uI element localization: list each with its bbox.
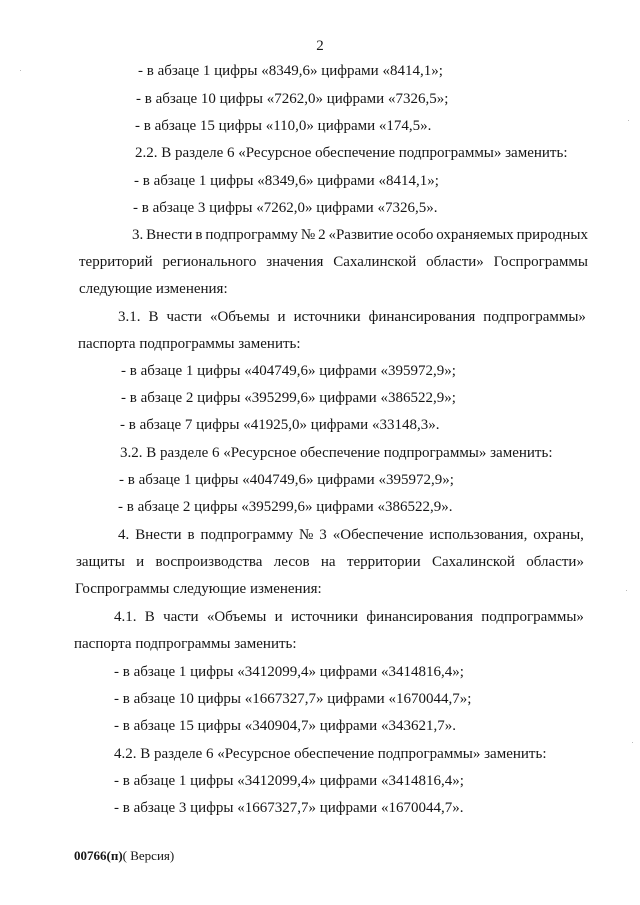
text-line: 4. Внести в подпрограмму № 3 «Обеспечение использования, охраны, <box>118 527 584 543</box>
text-line: 3.1. В части «Объемы и источники финансирования подпрограммы» <box>118 309 586 325</box>
page-number: 2 <box>316 38 324 54</box>
text-line: - в абзаце 15 цифры «340904,7» цифрами «343621,7». <box>114 718 456 734</box>
text-line: - в абзаце 2 цифры «395299,6» цифрами «386522,9». <box>118 499 453 515</box>
scan-speck <box>20 70 21 71</box>
text-line: - в абзаце 1 цифры «404749,6» цифрами «395972,9»; <box>121 363 456 379</box>
text-line: 2.2. В разделе 6 «Ресурсное обеспечение подпрограммы» заменить: <box>135 145 568 161</box>
text-line: паспорта подпрограммы заменить: <box>74 636 297 652</box>
text-line: - в абзаце 1 цифры «404749,6» цифрами «395972,9»; <box>119 472 454 488</box>
text-line: - в абзаце 15 цифры «110,0» цифрами «174,5». <box>135 118 432 134</box>
text-line: следующие изменения: <box>79 281 228 297</box>
scan-speck <box>626 590 627 591</box>
text-line: - в абзаце 10 цифры «7262,0» цифрами «7326,5»; <box>136 91 449 107</box>
text-line: - в абзаце 3 цифры «7262,0» цифрами «7326,5». <box>133 200 438 216</box>
text-line: - в абзаце 10 цифры «1667327,7» цифрами «1670044,7»; <box>114 691 472 707</box>
text-line: территорий регионального значения Сахалинской области» Госпрограммы <box>79 254 588 270</box>
text-line: - в абзаце 3 цифры «1667327,7» цифрами «1670044,7». <box>114 800 464 816</box>
scan-speck <box>632 742 633 743</box>
text-line: Госпрограммы следующие изменения: <box>75 581 322 597</box>
text-line: - в абзаце 1 цифры «8349,6» цифрами «8414,1»; <box>138 63 443 79</box>
text-line: защиты и воспроизводства лесов на территории Сахалинской области» <box>76 554 584 570</box>
document-footer <box>74 848 174 864</box>
text-line: 3. Внести в подпрограмму № 2 «Развитие особо охраняемых природных <box>132 227 588 243</box>
text-line: 3.2. В разделе 6 «Ресурсное обеспечение подпрограммы» заменить: <box>120 445 553 461</box>
text-line: 4.1. В части «Объемы и источники финансирования подпрограммы» <box>114 609 584 625</box>
document-version: ( Версия) <box>122 848 175 863</box>
document-code: 00766(п) <box>74 848 123 863</box>
text-line: - в абзаце 1 цифры «3412099,4» цифрами «3414816,4»; <box>114 664 464 680</box>
scan-speck <box>628 120 629 121</box>
text-line: - в абзаце 2 цифры «395299,6» цифрами «386522,9»; <box>121 390 456 406</box>
text-line: - в абзаце 1 цифры «8349,6» цифрами «8414,1»; <box>134 173 439 189</box>
text-line: - в абзаце 1 цифры «3412099,4» цифрами «3414816,4»; <box>114 773 464 789</box>
text-line: - в абзаце 7 цифры «41925,0» цифрами «33148,3». <box>120 417 440 433</box>
text-line: 4.2. В разделе 6 «Ресурсное обеспечение подпрограммы» заменить: <box>114 746 547 762</box>
text-line: паспорта подпрограммы заменить: <box>78 336 301 352</box>
